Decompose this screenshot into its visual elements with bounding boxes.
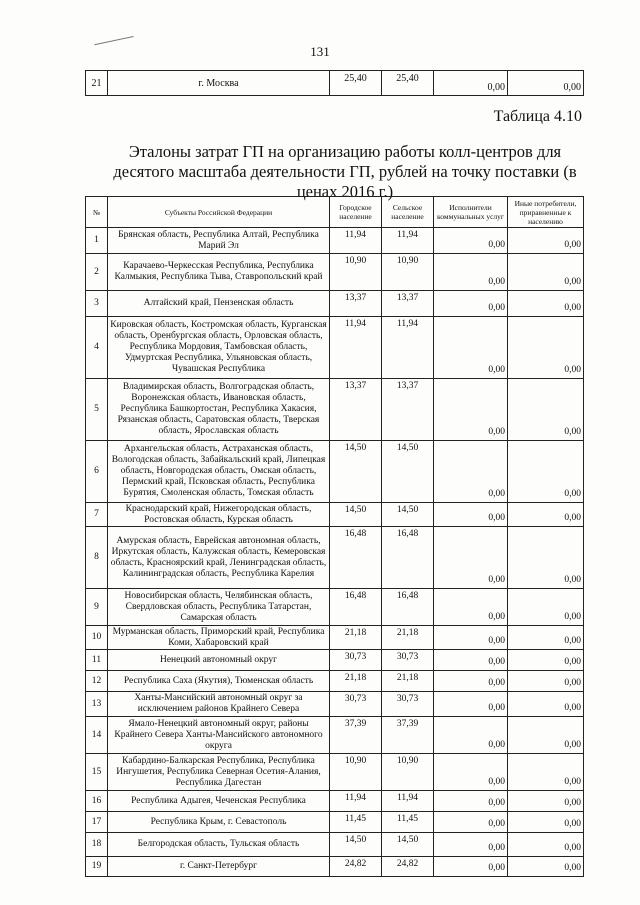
row-urban-value: 14,50: [330, 833, 382, 857]
row-number: 5: [86, 379, 108, 441]
row-other-value: 0,00: [508, 589, 584, 626]
row-utilities-value: 0,00: [434, 441, 508, 503]
table-row: [86, 317, 584, 379]
row-urban-value: 11,94: [330, 791, 382, 812]
row-other-value: 0,00: [508, 692, 584, 717]
row-urban-value: 14,50: [330, 503, 382, 527]
row-other-value: 0,00: [508, 791, 584, 812]
row-other-value: 0,00: [508, 527, 584, 589]
row-other-value: 0,00: [508, 754, 584, 791]
row-rural-value: 30,73: [382, 692, 434, 717]
row-utilities-value: 0,00: [434, 589, 508, 626]
row-urban-value: 21,18: [330, 626, 382, 650]
table-body: [86, 228, 584, 877]
row-rural-value: 16,48: [382, 527, 434, 589]
row-rural-value: 14,50: [382, 503, 434, 527]
row-utilities-value: 0,00: [434, 379, 508, 441]
row-rural-value: 21,18: [382, 671, 434, 692]
row-number: 17: [86, 812, 108, 833]
row-number: 1: [86, 228, 108, 254]
row-number: 2: [86, 254, 108, 291]
row-number: 3: [86, 291, 108, 317]
row-other-value: 0,00: [508, 441, 584, 503]
document-title: Эталоны затрат ГП на организацию работы колл-центров для десятого масштаба деятельности ГП, рублей на точку поставки (в ценах 2016 г.): [113, 142, 577, 201]
row-utilities-value: 0,00: [434, 527, 508, 589]
row-utilities-value: 0,00: [434, 317, 508, 379]
row-other-value: 0,00: [508, 650, 584, 671]
row-other-value: 0,00: [508, 671, 584, 692]
row-number: 7: [86, 503, 108, 527]
continued-table-row: [85, 70, 584, 96]
table-row: [86, 379, 584, 441]
table-row: [86, 503, 584, 527]
row-number: 21: [86, 71, 108, 96]
row-subject: Кабардино-Балкарская Республика, Республика Ингушетия, Республика Северная Осетия-Алания, Республика Дагестан: [108, 754, 330, 791]
row-subject: Краснодарский край, Нижегородская область, Ростовская область, Курская область: [108, 503, 330, 527]
row-other-value: 0,00: [508, 857, 584, 877]
row-other-value: 0,00: [508, 812, 584, 833]
row-rural-value: 10,90: [382, 754, 434, 791]
table-row: [86, 717, 584, 754]
row-utilities-value: 0,00: [434, 291, 508, 317]
row-urban-value: 14,50: [330, 441, 382, 503]
row-subject: Архангельская область, Астраханская область, Вологодская область, Забайкальский край, Липецкая область, Новгородская область, Омская область, Пермский край, Псковская область, Республика Бурятия, Смоленская область, Томская область: [108, 441, 330, 503]
row-number: 14: [86, 717, 108, 754]
row-urban-value: 25,40: [330, 71, 382, 96]
table-row: [86, 71, 584, 96]
table-row: [86, 228, 584, 254]
row-subject: Кировская область, Костромская область, Курганская область, Оренбургская область, Орловская область, Республика Мордовия, Тамбовская область, Удмуртская Республика, Ульяновская область, Чувашская Республика: [108, 317, 330, 379]
table-row: [86, 441, 584, 503]
row-rural-value: 24,82: [382, 857, 434, 877]
table-row: [86, 671, 584, 692]
row-urban-value: 10,90: [330, 254, 382, 291]
row-utilities-value: 0,00: [434, 254, 508, 291]
row-utilities-value: 0,00: [434, 228, 508, 254]
row-other-value: 0,00: [508, 228, 584, 254]
row-subject: Республика Адыгея, Чеченская Республика: [108, 791, 330, 812]
table-row: [86, 692, 584, 717]
row-number: 9: [86, 589, 108, 626]
row-number: 10: [86, 626, 108, 650]
row-utilities-value: 0,00: [434, 857, 508, 877]
row-number: 16: [86, 791, 108, 812]
table-row: [86, 812, 584, 833]
row-rural-value: 13,37: [382, 379, 434, 441]
row-utilities-value: 0,00: [434, 71, 508, 96]
header-other: Иные потребители, приравненные к населению: [508, 197, 584, 228]
row-subject: Республика Саха (Якутия), Тюменская область: [108, 671, 330, 692]
row-number: 19: [86, 857, 108, 877]
row-other-value: 0,00: [508, 254, 584, 291]
header-urban: Городское население: [330, 197, 382, 228]
row-urban-value: 10,90: [330, 754, 382, 791]
row-rural-value: 25,40: [382, 71, 434, 96]
table-row: [86, 527, 584, 589]
row-rural-value: 11,45: [382, 812, 434, 833]
table-row: [86, 857, 584, 877]
row-other-value: 0,00: [508, 291, 584, 317]
row-other-value: 0,00: [508, 503, 584, 527]
header-rural: Сельское население: [382, 197, 434, 228]
row-rural-value: 14,50: [382, 833, 434, 857]
row-number: 18: [86, 833, 108, 857]
row-subject: Амурская область, Еврейская автономная область, Иркутская область, Калужская область, Кемеровская область, Красноярский край, Ленинградская область, Калининградская область, Республика Карелия: [108, 527, 330, 589]
row-other-value: 0,00: [508, 626, 584, 650]
row-subject: Алтайский край, Пензенская область: [108, 291, 330, 317]
row-other-value: 0,00: [508, 379, 584, 441]
row-urban-value: 11,45: [330, 812, 382, 833]
row-subject: Ненецкий автономный округ: [108, 650, 330, 671]
header-number: №: [86, 197, 108, 228]
row-number: 8: [86, 527, 108, 589]
row-utilities-value: 0,00: [434, 692, 508, 717]
table-row: [86, 626, 584, 650]
row-other-value: 0,00: [508, 71, 584, 96]
row-rural-value: 16,48: [382, 589, 434, 626]
table-row: [86, 791, 584, 812]
row-urban-value: 21,18: [330, 671, 382, 692]
row-utilities-value: 0,00: [434, 503, 508, 527]
row-utilities-value: 0,00: [434, 626, 508, 650]
row-urban-value: 11,94: [330, 317, 382, 379]
table-row: [86, 291, 584, 317]
row-number: 11: [86, 650, 108, 671]
row-subject: Ханты-Мансийский автономный округ за исключением районов Крайнего Севера: [108, 692, 330, 717]
row-rural-value: 21,18: [382, 626, 434, 650]
row-rural-value: 37,39: [382, 717, 434, 754]
row-other-value: 0,00: [508, 833, 584, 857]
row-subject: г. Санкт-Петербург: [108, 857, 330, 877]
table-row: [86, 650, 584, 671]
row-other-value: 0,00: [508, 317, 584, 379]
row-number: 12: [86, 671, 108, 692]
row-rural-value: 11,94: [382, 791, 434, 812]
row-utilities-value: 0,00: [434, 791, 508, 812]
row-number: 4: [86, 317, 108, 379]
row-subject: г. Москва: [108, 71, 330, 96]
table-label: Таблица 4.10: [493, 108, 582, 125]
row-utilities-value: 0,00: [434, 812, 508, 833]
row-urban-value: 30,73: [330, 650, 382, 671]
row-urban-value: 16,48: [330, 527, 382, 589]
row-subject: Брянская область, Республика Алтай, Республика Марий Эл: [108, 228, 330, 254]
row-subject: Белгородская область, Тульская область: [108, 833, 330, 857]
row-number: 13: [86, 692, 108, 717]
row-rural-value: 11,94: [382, 317, 434, 379]
row-subject: Ямало-Ненецкий автономный округ, районы Крайнего Севера Ханты-Мансийского автономного округа: [108, 717, 330, 754]
row-rural-value: 30,73: [382, 650, 434, 671]
row-utilities-value: 0,00: [434, 650, 508, 671]
table-row: [86, 754, 584, 791]
row-urban-value: 24,82: [330, 857, 382, 877]
table-row: [86, 254, 584, 291]
header-subject: Субъекты Российской Федерации: [108, 197, 330, 228]
row-subject: Новосибирская область, Челябинская область, Свердловская область, Республика Татарстан, Самарская область: [108, 589, 330, 626]
row-utilities-value: 0,00: [434, 754, 508, 791]
table-row: [86, 833, 584, 857]
row-subject: Республика Крым, г. Севастополь: [108, 812, 330, 833]
row-utilities-value: 0,00: [434, 717, 508, 754]
header-utilities: Исполнители коммунальных услуг: [434, 197, 508, 228]
row-urban-value: 13,37: [330, 379, 382, 441]
row-urban-value: 37,39: [330, 717, 382, 754]
row-urban-value: 16,48: [330, 589, 382, 626]
row-utilities-value: 0,00: [434, 833, 508, 857]
row-rural-value: 11,94: [382, 228, 434, 254]
row-number: 15: [86, 754, 108, 791]
table-header-row: [86, 197, 584, 228]
row-subject: Владимирская область, Волгоградская область, Воронежская область, Ивановская область, Республика Башкортостан, Республика Хакасия, Рязанская область, Саратовская область, Тверская область, Ярославская область: [108, 379, 330, 441]
row-urban-value: 30,73: [330, 692, 382, 717]
page-number: 131: [310, 44, 330, 59]
row-other-value: 0,00: [508, 717, 584, 754]
row-number: 6: [86, 441, 108, 503]
row-rural-value: 14,50: [382, 441, 434, 503]
row-urban-value: 13,37: [330, 291, 382, 317]
row-subject: Мурманская область, Приморский край, Республика Коми, Хабаровский край: [108, 626, 330, 650]
row-utilities-value: 0,00: [434, 671, 508, 692]
row-subject: Карачаево-Черкесская Республика, Республика Калмыкия, Республика Тыва, Ставропольский край: [108, 254, 330, 291]
cost-table: [85, 196, 584, 877]
table-row: [86, 589, 584, 626]
row-rural-value: 10,90: [382, 254, 434, 291]
row-urban-value: 11,94: [330, 228, 382, 254]
row-rural-value: 13,37: [382, 291, 434, 317]
